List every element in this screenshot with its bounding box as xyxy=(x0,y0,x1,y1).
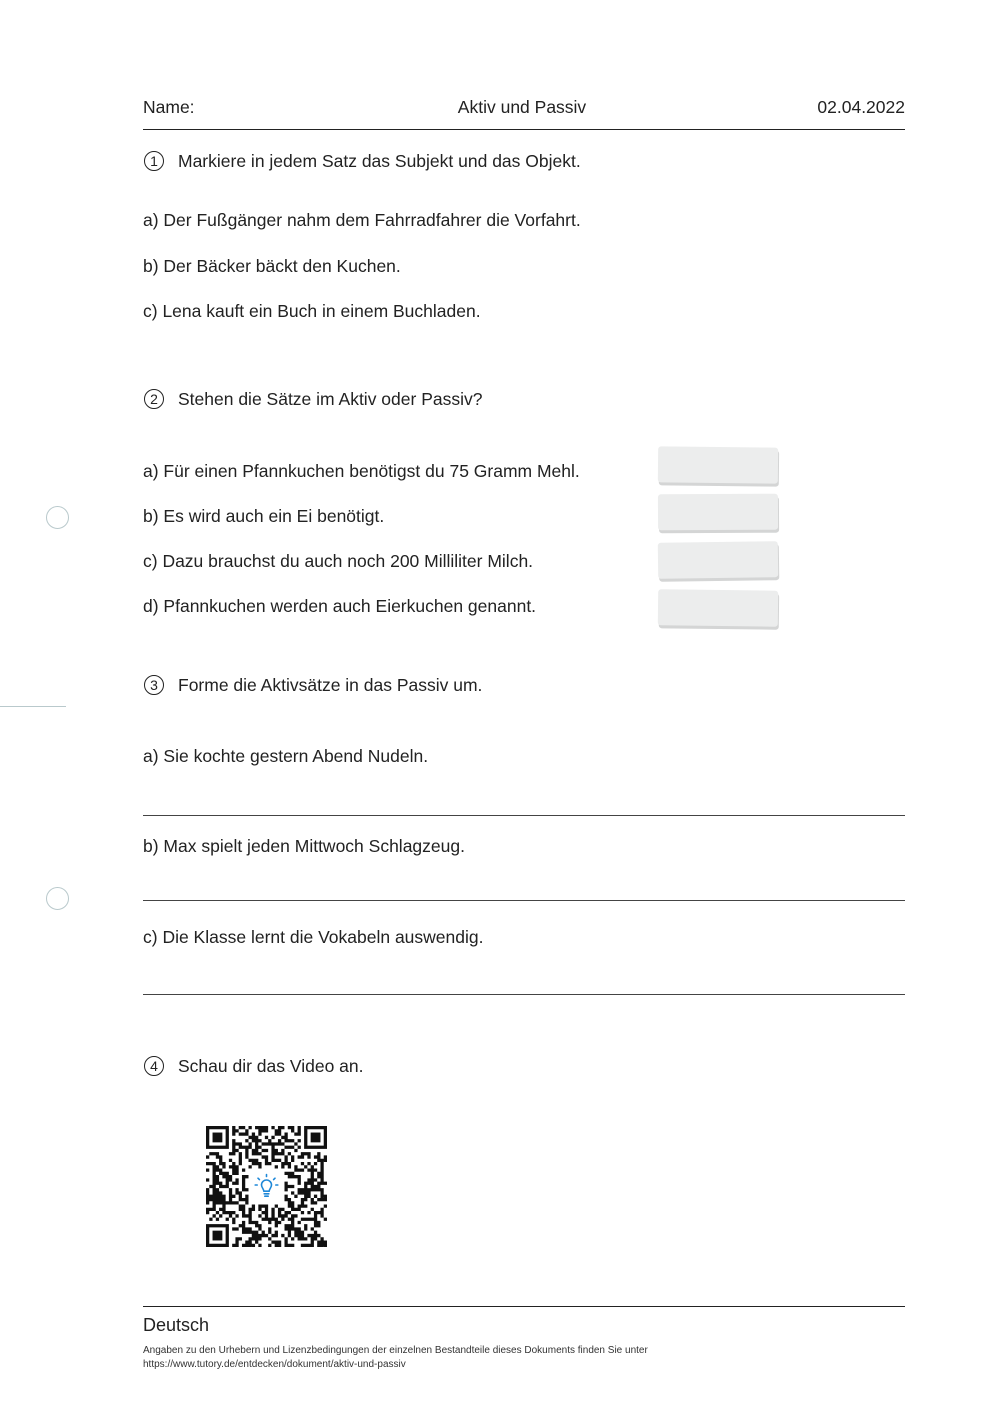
answer-line-b[interactable] xyxy=(143,900,905,901)
name-label: Name: xyxy=(143,97,195,117)
task2-instruction: Stehen die Sätze im Aktiv oder Passiv? xyxy=(178,389,483,409)
fold-mark xyxy=(0,706,66,707)
punch-hole-upper xyxy=(46,506,69,529)
answer-box-a[interactable] xyxy=(658,446,778,483)
footer-rule xyxy=(143,1306,905,1307)
page-title: Aktiv und Passiv xyxy=(457,97,587,117)
task1-instruction: Markiere in jedem Satz das Subjekt und das Objekt. xyxy=(178,151,581,171)
task-number-4: 4 xyxy=(144,1056,164,1076)
qr-finder-pattern-1 xyxy=(206,1126,229,1149)
answer-box-d[interactable] xyxy=(658,589,778,626)
task3-item-b: b) Max spielt jeden Mittwoch Schlagzeug. xyxy=(143,836,465,856)
task1-item-c: c) Lena kauft ein Buch in einem Buchladen. xyxy=(143,301,481,321)
lightbulb-icon-graphic xyxy=(250,1170,283,1203)
answer-line-c[interactable] xyxy=(143,994,905,995)
answer-box-b[interactable] xyxy=(658,494,778,531)
qr-code[interactable] xyxy=(206,1126,327,1247)
footer-license-url[interactable]: https://www.tutory.de/entdecken/dokument/aktiv-und-passiv xyxy=(143,1359,406,1370)
task-number-3: 3 xyxy=(144,675,164,695)
footer-subject: Deutsch xyxy=(143,1315,210,1335)
answer-line-a[interactable] xyxy=(143,815,905,816)
task-number-2: 2 xyxy=(144,389,164,409)
punch-hole-lower xyxy=(46,887,69,910)
page-date: 02.04.2022 xyxy=(817,97,905,117)
task2-item-a: a) Für einen Pfannkuchen benötigst du 75 Gramm Mehl. xyxy=(143,461,580,481)
lightbulb-icon xyxy=(250,1170,283,1203)
answer-box-c[interactable] xyxy=(658,541,778,579)
task1-item-a: a) Der Fußgänger nahm dem Fahrradfahrer die Vorfahrt. xyxy=(143,210,581,230)
qr-finder-pattern-3 xyxy=(206,1224,229,1247)
qr-finder-pattern-2 xyxy=(304,1126,327,1149)
task3-item-a: a) Sie kochte gestern Abend Nudeln. xyxy=(143,746,429,766)
task1-item-b: b) Der Bäcker bäckt den Kuchen. xyxy=(143,256,401,276)
task3-instruction: Forme die Aktivsätze in das Passiv um. xyxy=(178,675,483,695)
footer-license-text: Angaben zu den Urhebern und Lizenzbedingungen der einzelnen Bestandteile dieses Dokuments finden Sie unter xyxy=(143,1345,648,1356)
task4-instruction: Schau dir das Video an. xyxy=(178,1056,364,1076)
header-rule xyxy=(143,129,905,130)
task2-item-c: c) Dazu brauchst du auch noch 200 Milliliter Milch. xyxy=(143,551,534,571)
task2-item-b: b) Es wird auch ein Ei benötigt. xyxy=(143,506,385,526)
task-number-1: 1 xyxy=(144,151,164,171)
task2-item-d: d) Pfannkuchen werden auch Eierkuchen genannt. xyxy=(143,596,537,616)
task3-item-c: c) Die Klasse lernt die Vokabeln auswendig. xyxy=(143,927,484,947)
